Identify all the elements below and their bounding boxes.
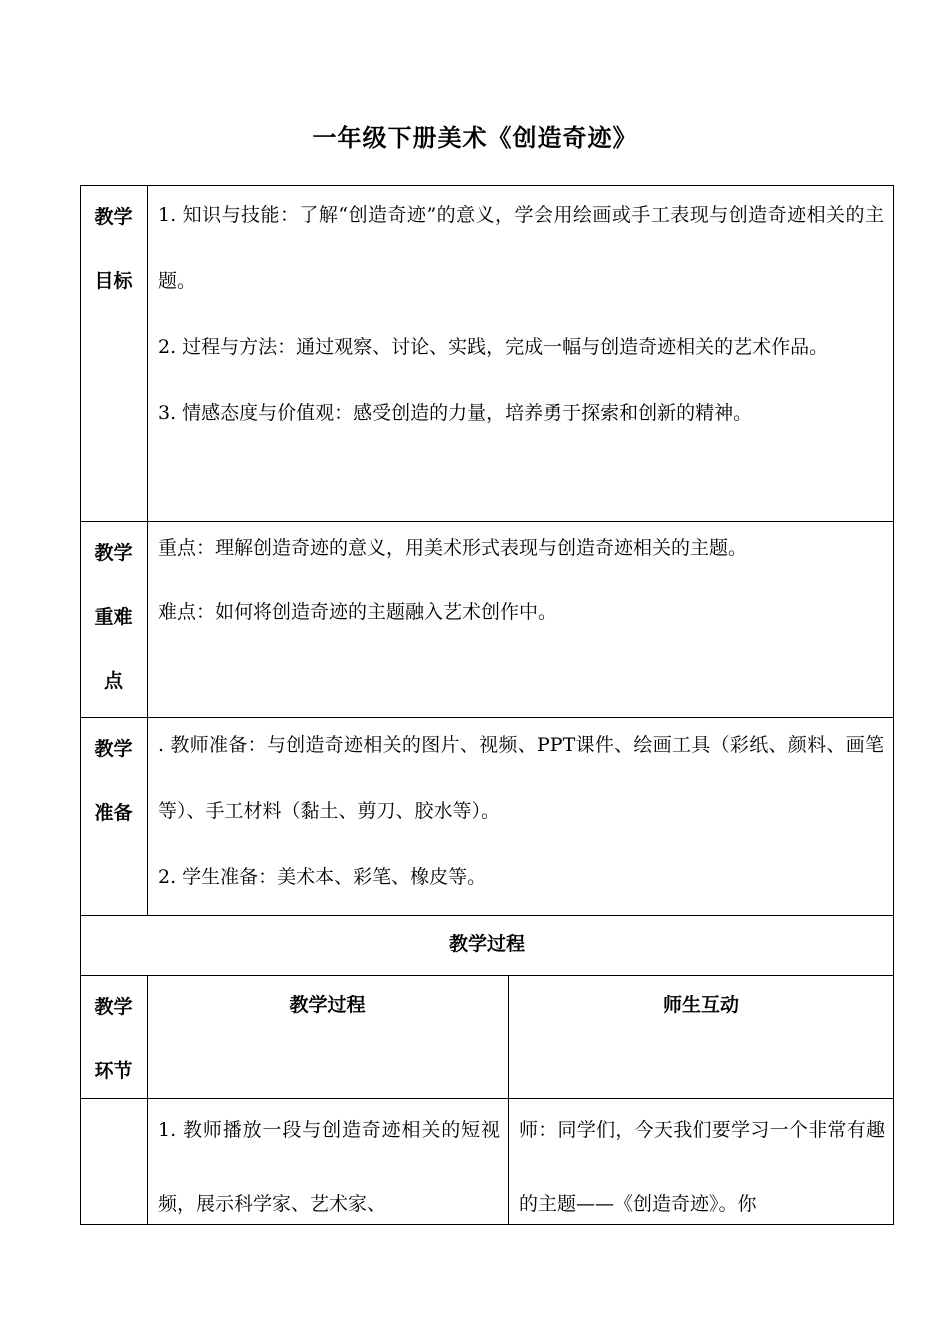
- key-points-label: 教学 重难 点: [94, 542, 133, 692]
- interaction-text: 师：同学们，今天我们要学习一个非常有趣的主题——《创造奇迹》。你: [519, 1119, 885, 1215]
- row-divider: [80, 975, 894, 976]
- lesson-plan-table: [80, 185, 894, 1225]
- label-column-divider: [147, 185, 148, 915]
- table-border-right: [893, 185, 894, 1225]
- objectives-content: [158, 182, 884, 446]
- key-points-content: [158, 516, 884, 644]
- process-section-title: 教学过程: [448, 933, 525, 955]
- objective-item: 1. 知识与技能：了解“创造奇迹”的意义，学会用绘画或手工表现与创造奇迹相关的主题。: [158, 204, 884, 292]
- preparation-content: [158, 712, 884, 910]
- stage-column-header: 教学 环节: [94, 996, 133, 1082]
- row-divider: [80, 915, 894, 916]
- page-title: 一年级下册美术《创造奇迹》: [312, 124, 638, 152]
- process-step-text: 1. 教师播放一段与创造奇迹相关的短视频，展示科学家、艺术家、: [158, 1119, 500, 1215]
- objectives-label: 教学 目标: [94, 206, 133, 292]
- objective-item: 2. 过程与方法：通过观察、讨论、实践，完成一幅与创造奇迹相关的艺术作品。: [158, 336, 829, 358]
- key-point-item: 重点：理解创造奇迹的意义，用美术形式表现与创造奇迹相关的主题。: [158, 537, 748, 559]
- objective-item: 3. 情感态度与价值观：感受创造的力量，培养勇于探索和创新的精神。: [158, 402, 753, 424]
- preparation-label: 教学 准备: [94, 738, 133, 824]
- process-column-header: 教学过程: [289, 994, 366, 1016]
- teacher-prep-item: . 教师准备：与创造奇迹相关的图片、视频、PPT课件、绘画工具（彩纸、颜料、画笔等）、手工材料（黏土、剪刀、胶水等）。: [158, 734, 884, 822]
- student-prep-item: 2. 学生准备：美术本、彩笔、橡皮等。: [158, 866, 487, 888]
- difficulty-item: 难点：如何将创造奇迹的主题融入艺术创作中。: [158, 601, 558, 623]
- interaction-column-header: 师生互动: [662, 994, 739, 1016]
